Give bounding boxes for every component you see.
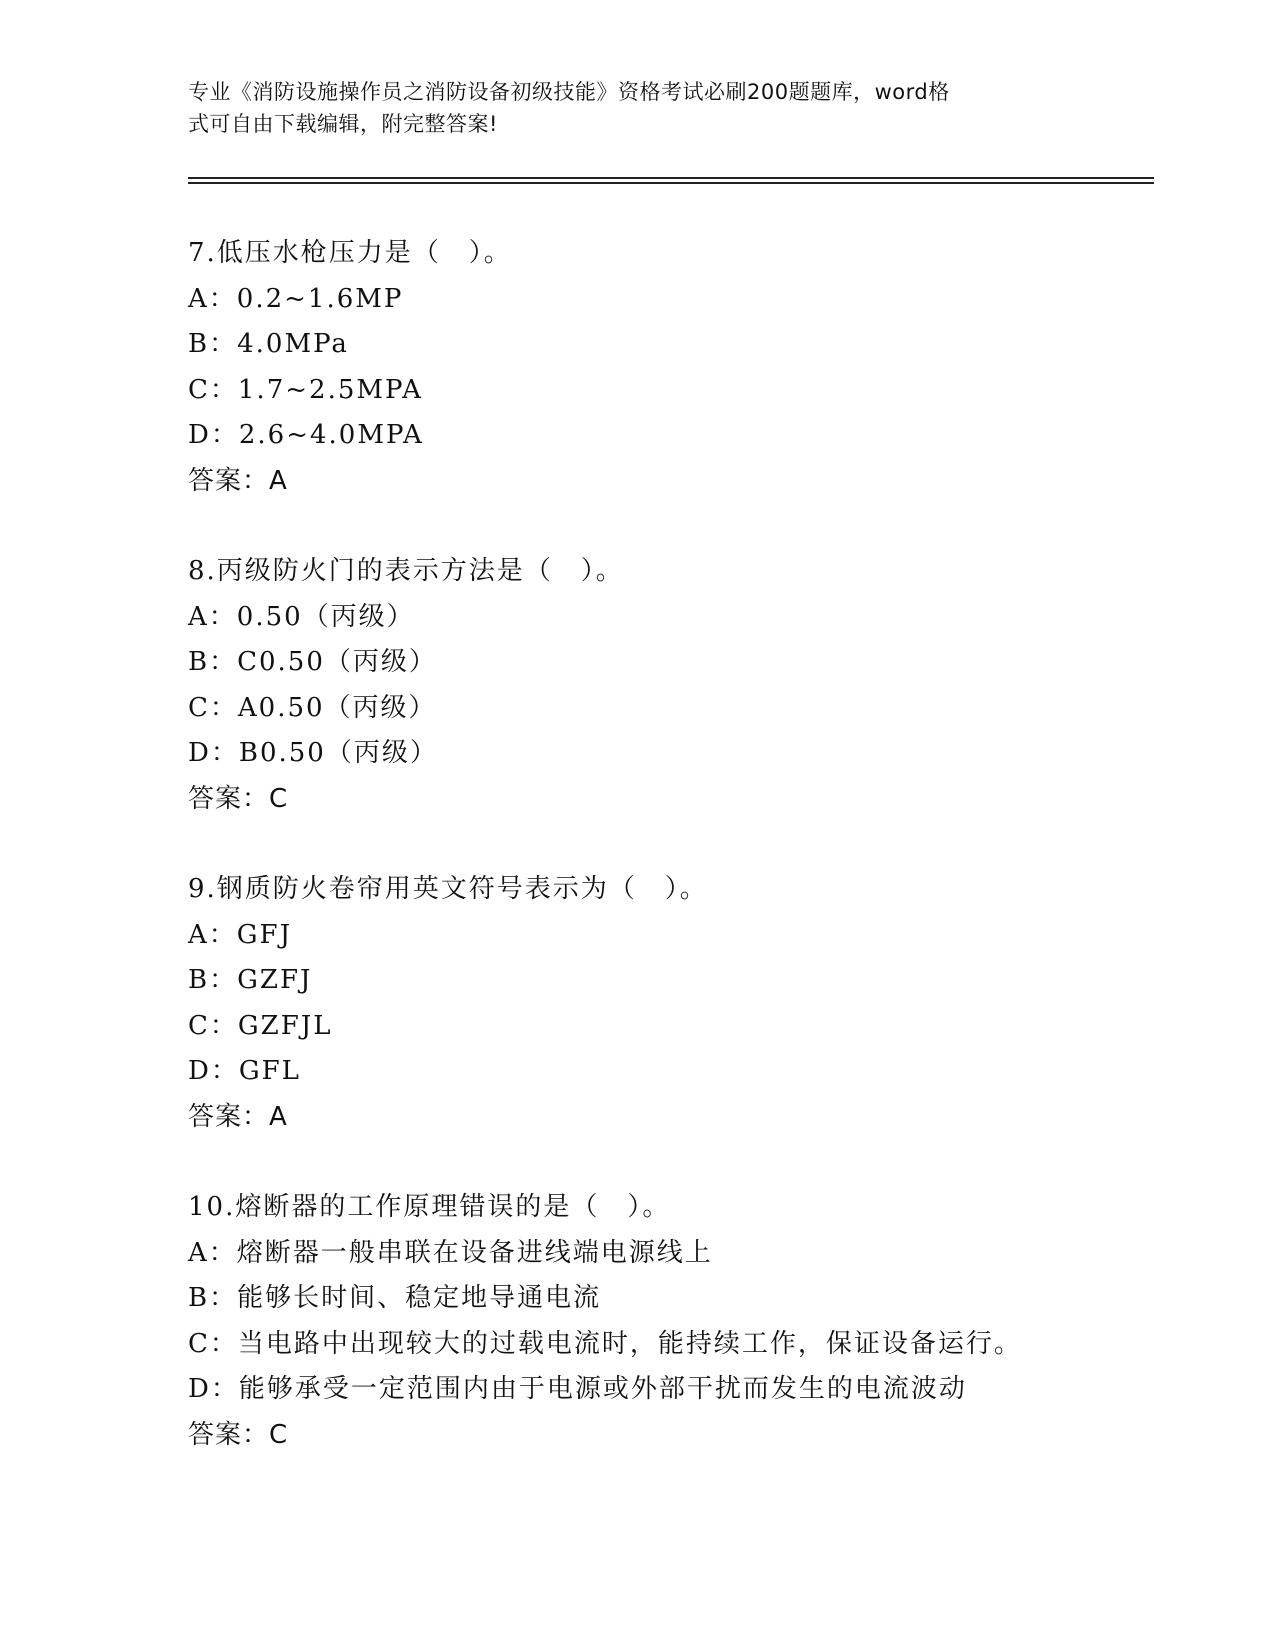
question-8 [188, 549, 1168, 822]
header-line-1: 专业《消防设施操作员之消防设备初级技能》资格考试必刷200题题库，word格 [188, 80, 950, 104]
option-c: C：A0.50（丙级） [188, 692, 437, 723]
option-a: A：熔断器一般串联在设备进线端电源线上 [188, 1237, 713, 1268]
option-d: D：能够承受一定范围内由于电源或外部干扰而发生的电流波动 [188, 1374, 967, 1404]
option-a: A：0.2~1.6MP [188, 283, 404, 314]
header-divider-bottom [188, 182, 1154, 184]
document-header [188, 76, 1088, 140]
option-a: A：GFJ [188, 919, 293, 950]
answer: 答案：A [188, 465, 288, 496]
answer: 答案：C [188, 1419, 289, 1450]
option-b: B：GZFJ [188, 965, 313, 995]
option-d: D：B0.50（丙级） [188, 738, 438, 768]
header-divider-top [188, 177, 1154, 179]
question-stem: 10.熔断器的工作原理错误的是（ ）。 [188, 1192, 671, 1222]
option-b: B：4.0MPa [188, 329, 349, 359]
question-stem: 8.丙级防火门的表示方法是（ ）。 [188, 556, 624, 586]
option-b: B：能够长时间、稳定地导通电流 [188, 1283, 602, 1313]
question-stem: 7.低压水枪压力是（ ）。 [188, 238, 512, 268]
option-c: C：当电路中出现较大的过载电流时，能持续工作，保证设备运行。 [188, 1328, 1022, 1359]
option-c: C：1.7~2.5MPA [188, 374, 423, 405]
option-c: C：GZFJL [188, 1010, 333, 1041]
option-b: B：C0.50（丙级） [188, 647, 437, 677]
option-d: D：2.6~4.0MPA [188, 420, 424, 450]
answer: 答案：A [188, 1101, 288, 1132]
question-10 [188, 1185, 1168, 1458]
question-stem: 9.钢质防火卷帘用英文符号表示为（ ）。 [188, 874, 708, 904]
answer: 答案：C [188, 783, 289, 814]
question-9 [188, 867, 1168, 1140]
question-7 [188, 231, 1168, 504]
option-a: A：0.50（丙级） [188, 601, 415, 632]
header-line-2: 式可自由下载编辑，附完整答案! [188, 112, 498, 136]
option-d: D：GFL [188, 1056, 301, 1086]
